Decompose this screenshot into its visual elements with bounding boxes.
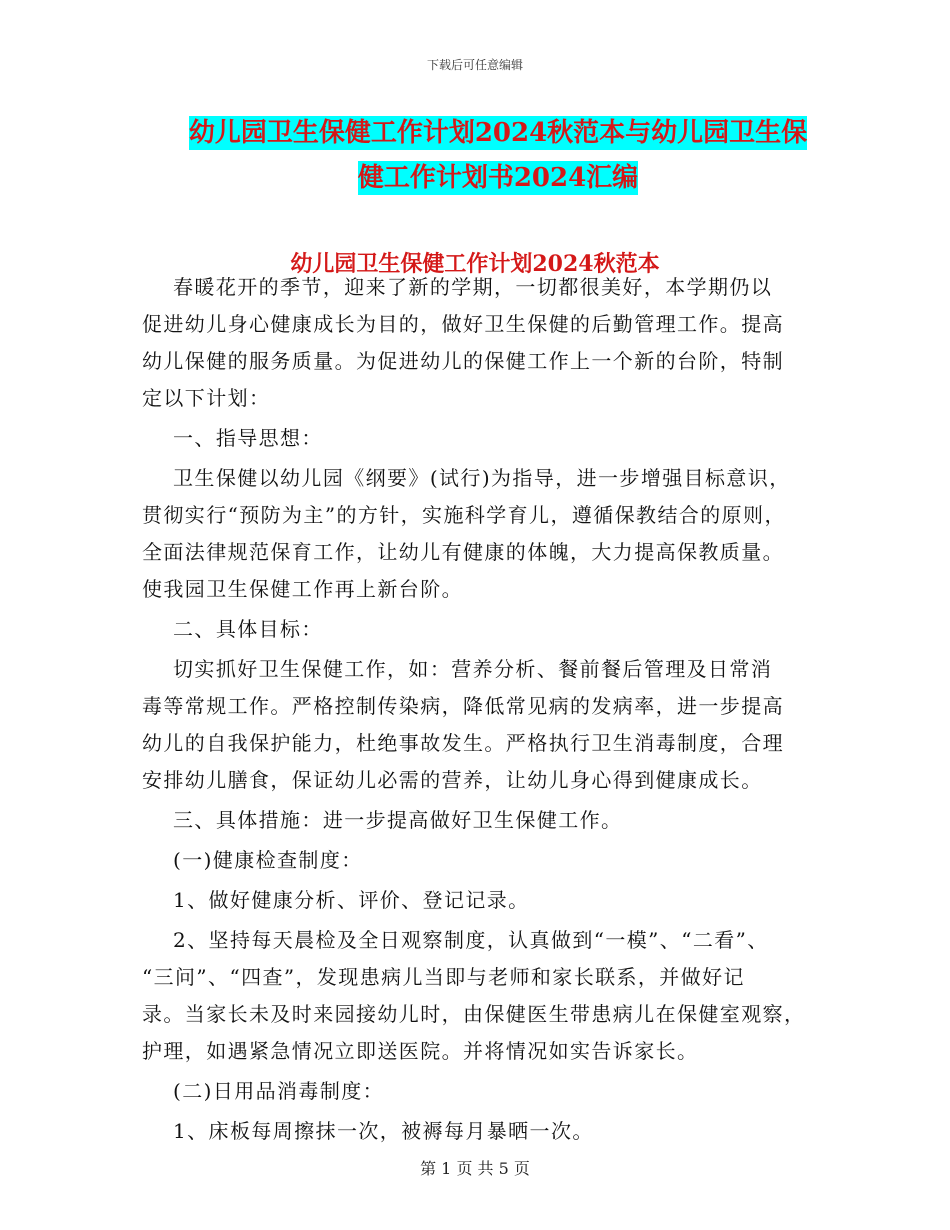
heading-line: 一、指导思想： xyxy=(142,426,323,450)
header-note: 下载后可任意编辑 xyxy=(426,58,523,72)
paragraph-line: 贯彻实行“预防为主”的方针，实施科学育儿，遵循保教结合的原则， xyxy=(142,503,786,527)
paragraph-line: 幼儿的自我保护能力，杜绝事故发生。严格执行卫生消毒制度，合理 xyxy=(142,731,784,755)
document-title-line-1: 幼儿园卫生保健工作计划2024秋范本与幼儿园卫生保 xyxy=(188,118,808,148)
paragraph-line: 1、床板每周擦抹一次，被褥每月暴晒一次。 xyxy=(142,1119,594,1143)
paragraph-line: 定以下计划： xyxy=(142,386,271,410)
document-title-line-2: 健工作计划书2024汇编 xyxy=(357,163,639,193)
paragraph-line: 使我园卫生保健工作再上新台阶。 xyxy=(142,577,463,601)
paragraph-line: 切实抓好卫生保健工作，如：营养分析、餐前餐后管理及日常消 xyxy=(142,657,773,681)
paragraph-line: 春暖花开的季节，迎来了新的学期，一切都很美好，本学期仍以 xyxy=(142,275,773,299)
paragraph-line: 1、做好健康分析、评价、登记记录。 xyxy=(142,888,530,912)
heading-line: 三、具体措施：进一步提高做好卫生保健工作。 xyxy=(142,808,623,832)
paragraph-line: 卫生保健以幼儿园《纲要》(试行)为指导，进一步增强目标意识， xyxy=(142,466,791,490)
paragraph-line: 2、坚持每天晨检及全日观察制度，认真做到“一模”、“二看”、 xyxy=(142,928,769,952)
paragraph-line: 录。当家长未及时来园接幼儿时，由保健医生带患病儿在保健室观察， xyxy=(142,1002,806,1026)
document-body xyxy=(142,276,822,1157)
page-number-footer: 第 1 页 共 5 页 xyxy=(420,1159,530,1178)
paragraph-line: 毒等常规工作。严格控制传染病，降低常见病的发病率，进一步提高 xyxy=(142,694,784,718)
heading-line: (二)日用品消毒制度： xyxy=(142,1079,385,1103)
heading-line: (一)健康检查制度： xyxy=(142,848,363,872)
paragraph-line: 幼儿保健的服务质量。为促进幼儿的保健工作上一个新的台阶，特制 xyxy=(142,349,784,373)
paragraph-line: 安排幼儿膳食，保证幼儿必需的营养，让幼儿身心得到健康成长。 xyxy=(142,768,763,792)
paragraph-line: “三问”、“四查”，发现患病儿当即与老师和家长联系，并做好记 xyxy=(142,965,745,989)
section-title: 幼儿园卫生保健工作计划2024秋范本 xyxy=(290,251,660,277)
paragraph-line: 全面法律规范保育工作，让幼儿有健康的体魄，大力提高保教质量。 xyxy=(142,540,784,564)
paragraph-line: 护理，如遇紧急情况立即送医院。并将情况如实告诉家长。 xyxy=(142,1039,699,1063)
paragraph-line: 促进幼儿身心健康成长为目的，做好卫生保健的后勤管理工作。提高 xyxy=(142,312,784,336)
heading-line: 二、具体目标： xyxy=(142,617,323,641)
